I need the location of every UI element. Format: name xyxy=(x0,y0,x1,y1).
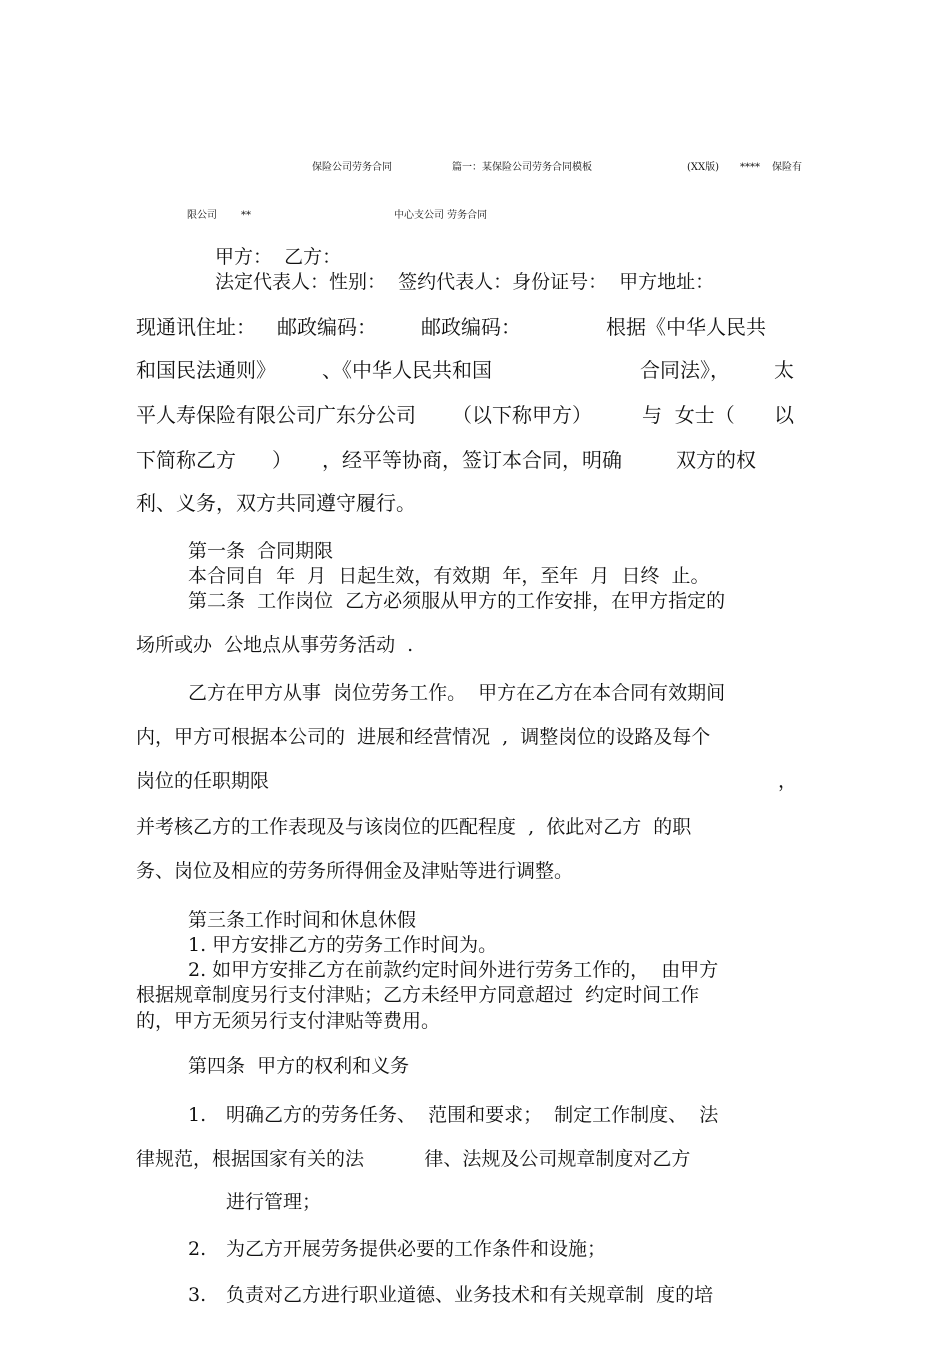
article3-title: 第三条工作时间和休息休假 xyxy=(188,909,417,931)
intro-text: 利、义务，双方共同遵守履行。 xyxy=(136,491,416,515)
doc-stars: **** xyxy=(740,162,760,173)
article2-text: 岗位的任职期限 xyxy=(136,770,270,792)
representative-line: 法定代表人：性别： 签约代表人：身份证号： 甲方地址： xyxy=(215,271,715,293)
article1-title: 第一条 合同期限 xyxy=(188,540,334,562)
article4-item: 负责对乙方进行职业道德、业务技术和有关规章制 度的培 xyxy=(226,1284,714,1306)
article4-item: 明确乙方的劳务任务、 范围和要求； 制定工作制度、 法 xyxy=(226,1104,719,1126)
article3-item: 1. 甲方安排乙方的劳务工作时间为。 xyxy=(188,934,498,956)
article3-item: 的，甲方无须另行支付津贴等费用。 xyxy=(136,1010,441,1032)
article2-text: 乙方在甲方从事 岗位劳务工作。 甲方在乙方在本合同有效期间 xyxy=(188,682,726,704)
branch-name: 中心支公司 劳务合同 xyxy=(394,210,488,221)
article4-title: 第四条 甲方的权利和义务 xyxy=(188,1055,410,1077)
article4-item: 为乙方开展劳务提供必要的工作条件和设施； xyxy=(226,1238,607,1260)
intro-text: 以 xyxy=(774,403,794,427)
intro-text: 双方的权 xyxy=(676,448,756,472)
intro-text: 和国民法通则》 xyxy=(136,358,276,382)
intro-text: 根据《中华人民共 xyxy=(606,315,766,339)
intro-text: ，经平等协商，签订本合同，明确 xyxy=(322,448,622,472)
intro-text: ） xyxy=(272,448,292,472)
doc-version: (XX版) xyxy=(687,162,720,173)
intro-text: 、《中华人民共和国 xyxy=(322,358,492,382)
intro-text: 下简称乙方 xyxy=(136,448,236,472)
article2-text: 并考核乙方的工作表现及与该岗位的匹配程度 , 依此对乙方 的职 xyxy=(136,816,692,838)
article1-body: 本合同自 年 月 日起生效，有效期 年，至年 月 日终 止。 xyxy=(188,565,710,587)
doc-title: 保险公司劳务合同 xyxy=(312,162,392,173)
doc-subtitle: 篇一：某保险公司劳务合同模板 xyxy=(452,162,592,173)
article3-item: 2. 如甲方安排乙方在前款约定时间外进行劳务工作的， 由甲方 xyxy=(188,959,719,981)
article4-num: 3. xyxy=(188,1284,207,1306)
intro-text: 平人寿保险有限公司广东分公司 xyxy=(136,403,416,427)
article4-num: 2. xyxy=(188,1238,207,1260)
article2-text: ， xyxy=(778,770,798,792)
intro-text: 太 xyxy=(774,358,794,382)
intro-text: 邮政编码： xyxy=(277,315,377,339)
article4-item: 进行管理； xyxy=(226,1191,322,1213)
article2-text: 内，甲方可根据本公司的 进展和经营情况 , 调整岗位的设路及每个 xyxy=(136,726,711,748)
article3-item: 根据规章制度另行支付津贴；乙方未经甲方同意超过 约定时间工作 xyxy=(136,984,700,1006)
intro-text: 合同法》， xyxy=(640,358,730,382)
article2-text: 场所或办 公地点从事劳务活动 . xyxy=(136,634,414,656)
intro-text: 邮政编码： xyxy=(421,315,521,339)
intro-text: 与 女士（ xyxy=(642,403,735,427)
company-stars: ** xyxy=(241,210,251,221)
intro-text: （以下称甲方） xyxy=(452,403,592,427)
article2-text: 务、岗位及相应的劳务所得佣金及津贴等进行调整。 xyxy=(136,860,574,882)
company-name-part2: 限公司 xyxy=(187,210,217,221)
article2-title: 第二条 工作岗位 乙方必须服从甲方的工作安排，在甲方指定的 xyxy=(188,590,726,612)
article4-item: 律规范，根据国家有关的法 律、法规及公司规章制度对乙方 xyxy=(136,1148,691,1170)
parties-line: 甲方： 乙方： xyxy=(215,246,342,268)
article4-num: 1. xyxy=(188,1104,207,1126)
intro-text: 现通讯住址： xyxy=(136,315,256,339)
company-name-part1: 保险有 xyxy=(772,162,802,173)
